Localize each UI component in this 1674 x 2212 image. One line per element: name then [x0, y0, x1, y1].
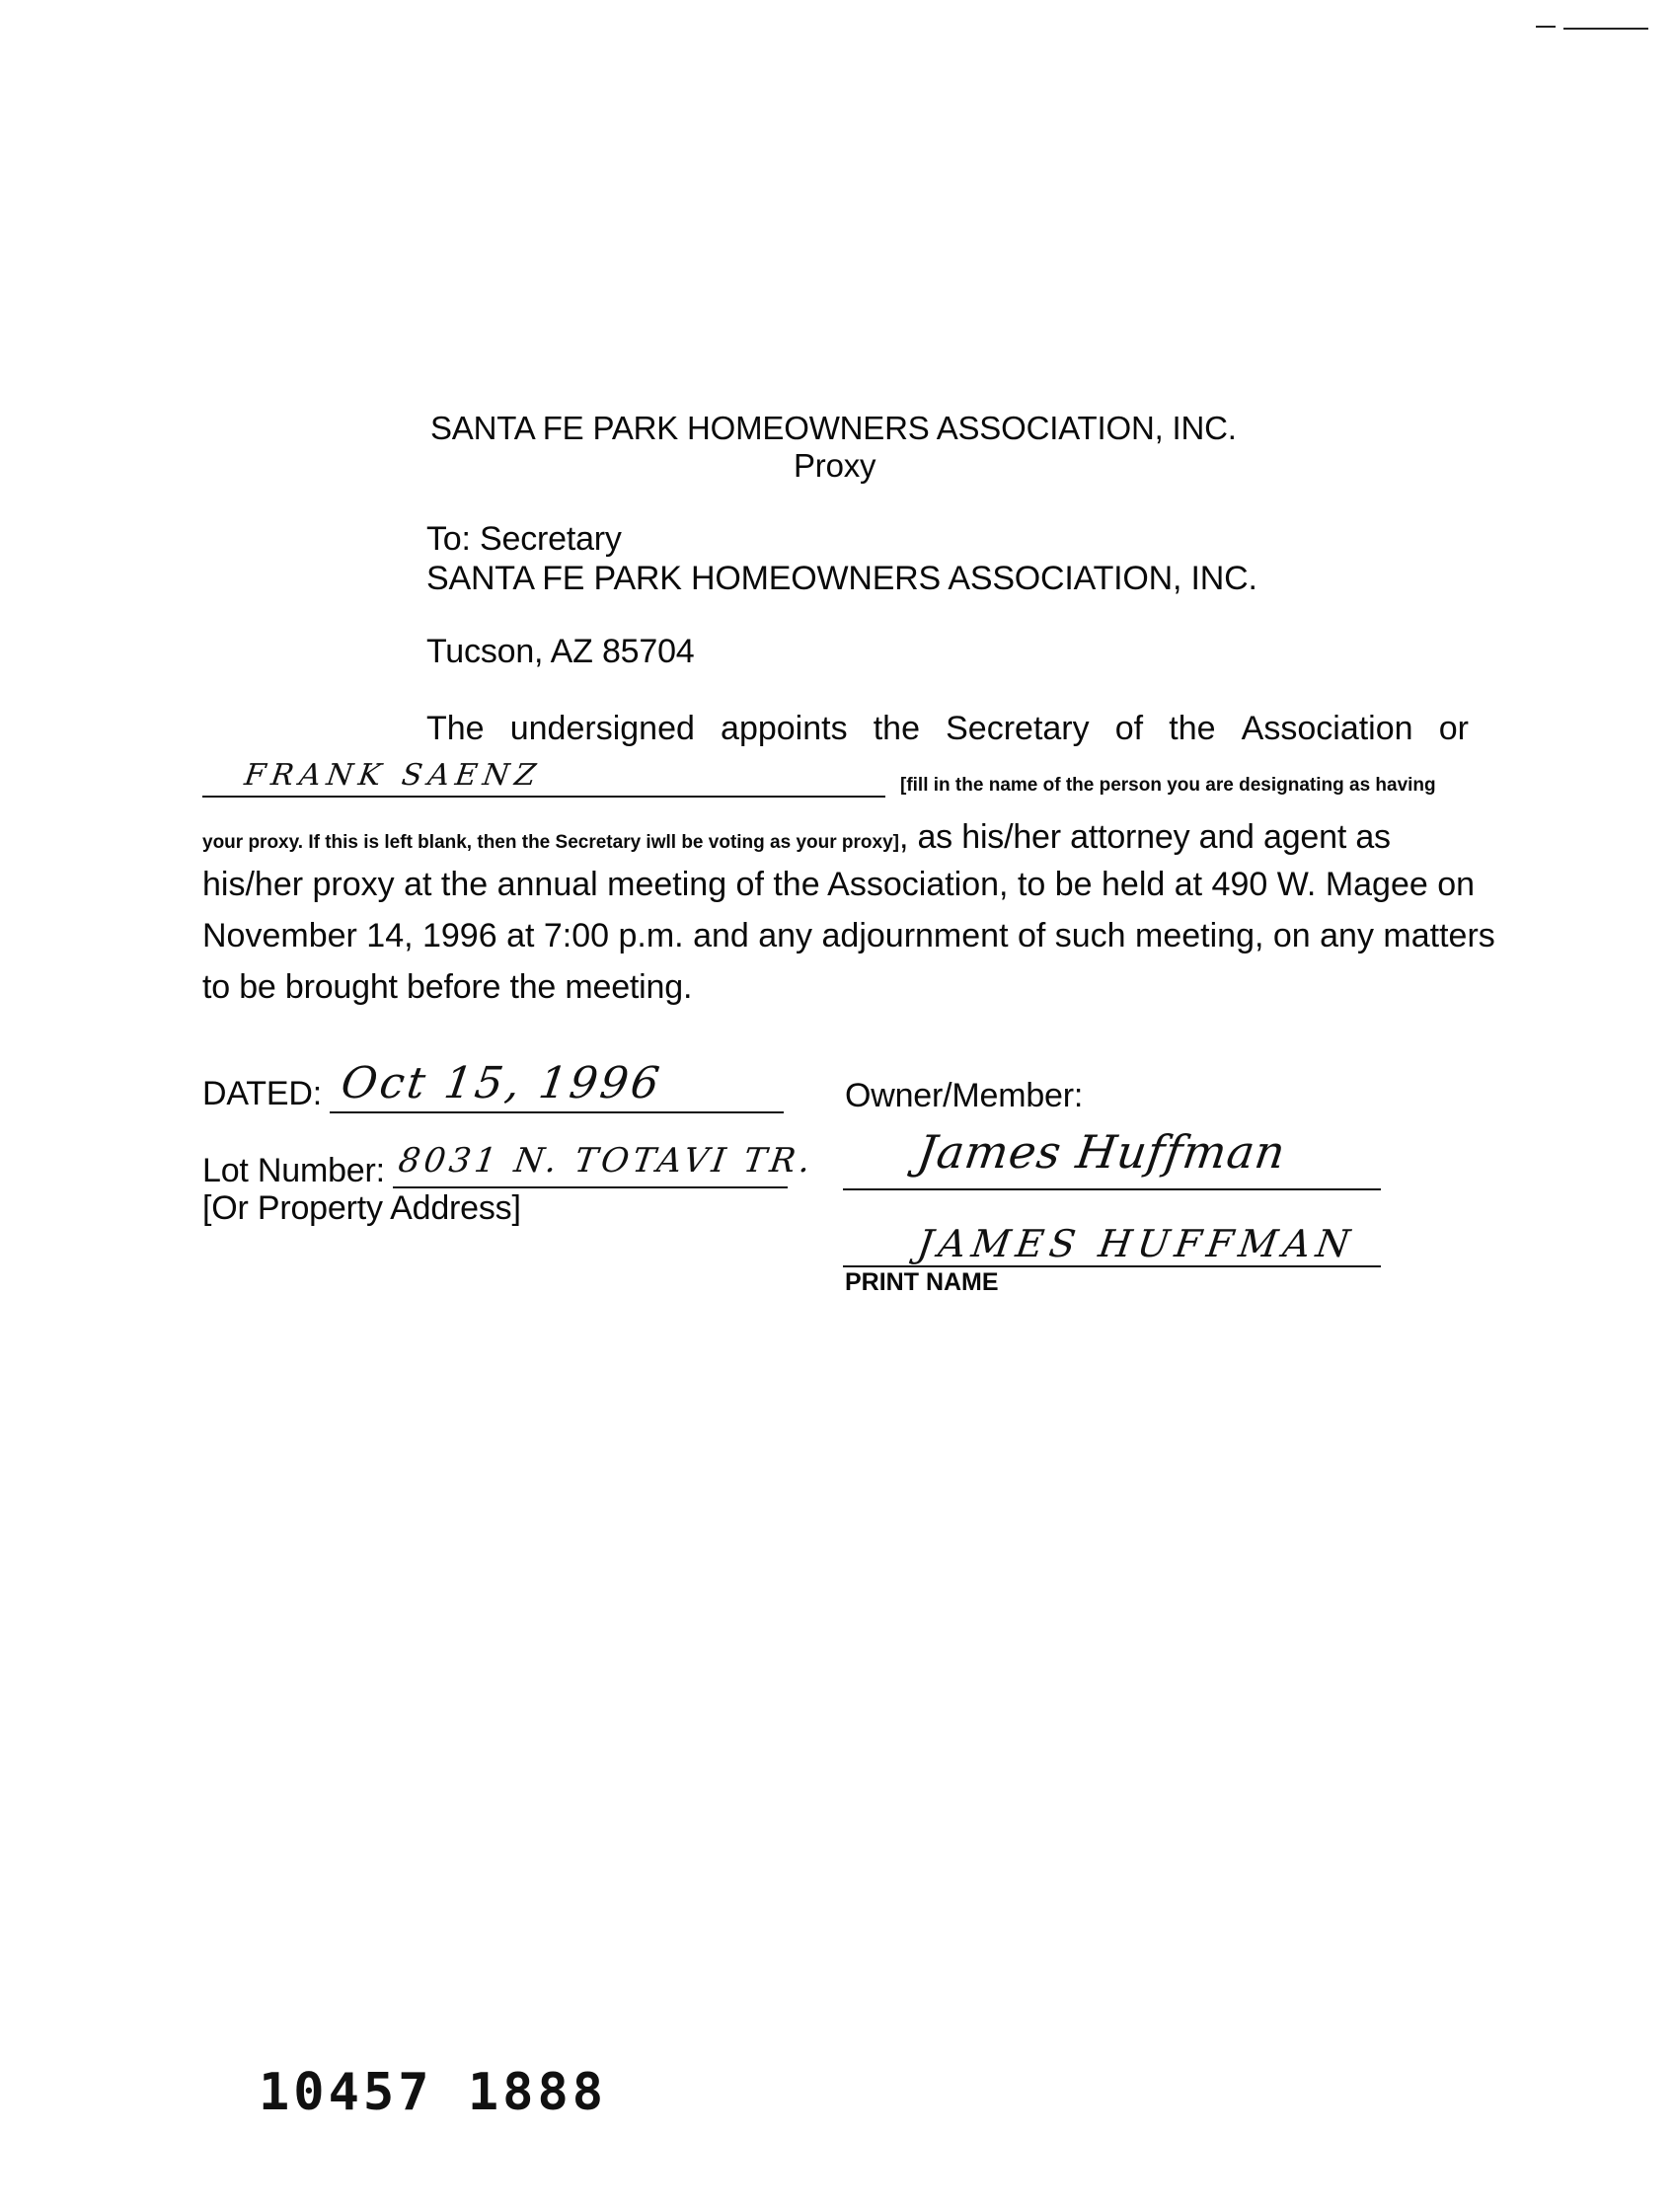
- body-line-4: his/her proxy at the annual meeting of the Association, to be held at 490 W. Magee on: [202, 866, 1476, 903]
- fill-in-note: [fill in the name of the person you are designating as having: [900, 775, 1436, 796]
- body-line-6: to be brought before the meeting.: [202, 968, 693, 1006]
- owner-member-label: Owner/Member:: [845, 1077, 1084, 1114]
- doc-type-title: Proxy: [794, 447, 876, 484]
- owner-signature: James Huffman: [914, 1125, 1290, 1179]
- dated-label: DATED:: [202, 1075, 322, 1112]
- body-line-3: [202, 817, 1391, 857]
- dated-underline: [330, 1111, 784, 1113]
- lot-number-label: Lot Number:: [202, 1152, 385, 1189]
- body-word: appoints: [721, 710, 848, 747]
- body-word: Secretary: [946, 710, 1090, 747]
- document-stamp-number: 10457 1888: [259, 2063, 608, 2122]
- to-line: To: Secretary: [426, 520, 622, 558]
- body-word: the: [1169, 710, 1216, 747]
- designee-underline: [202, 796, 885, 798]
- body-word: undersigned: [509, 710, 695, 747]
- org-title: SANTA FE PARK HOMEOWNERS ASSOCIATION, INC.: [430, 410, 1237, 446]
- print-name-label: PRINT NAME: [845, 1268, 999, 1296]
- body-word: the: [873, 710, 920, 747]
- body-line-1: [426, 709, 1469, 748]
- body-line-3-tail: , as his/her attorney and agent as: [898, 818, 1391, 856]
- body-word: or: [1438, 710, 1469, 747]
- address-city: Tucson, AZ 85704: [426, 633, 695, 670]
- lot-number-value-handwritten: 8031 N. TOTAVI TR.: [396, 1141, 817, 1181]
- body-word: Association: [1241, 710, 1413, 747]
- body-word: The: [426, 710, 485, 747]
- address-org-name: SANTA FE PARK HOMEOWNERS ASSOCIATION, INC.: [426, 560, 1257, 597]
- property-address-label: [Or Property Address]: [202, 1189, 521, 1227]
- fill-in-note-continued: your proxy. If this is left blank, then the Secretary iwll be voting as your proxy]: [202, 832, 899, 853]
- dated-value-handwritten: Oct 15, 1996: [338, 1058, 665, 1108]
- scan-mark: [1563, 28, 1648, 30]
- print-name-handwritten: JAMES HUFFMAN: [914, 1222, 1359, 1265]
- designee-name-handwritten: FRANK SAENZ: [242, 758, 544, 793]
- signature-line: [843, 1188, 1381, 1190]
- scan-mark: [1536, 26, 1556, 28]
- body-word: of: [1114, 710, 1144, 747]
- body-line-5: November 14, 1996 at 7:00 p.m. and any adjournment of such meeting, on any matters: [202, 917, 1495, 954]
